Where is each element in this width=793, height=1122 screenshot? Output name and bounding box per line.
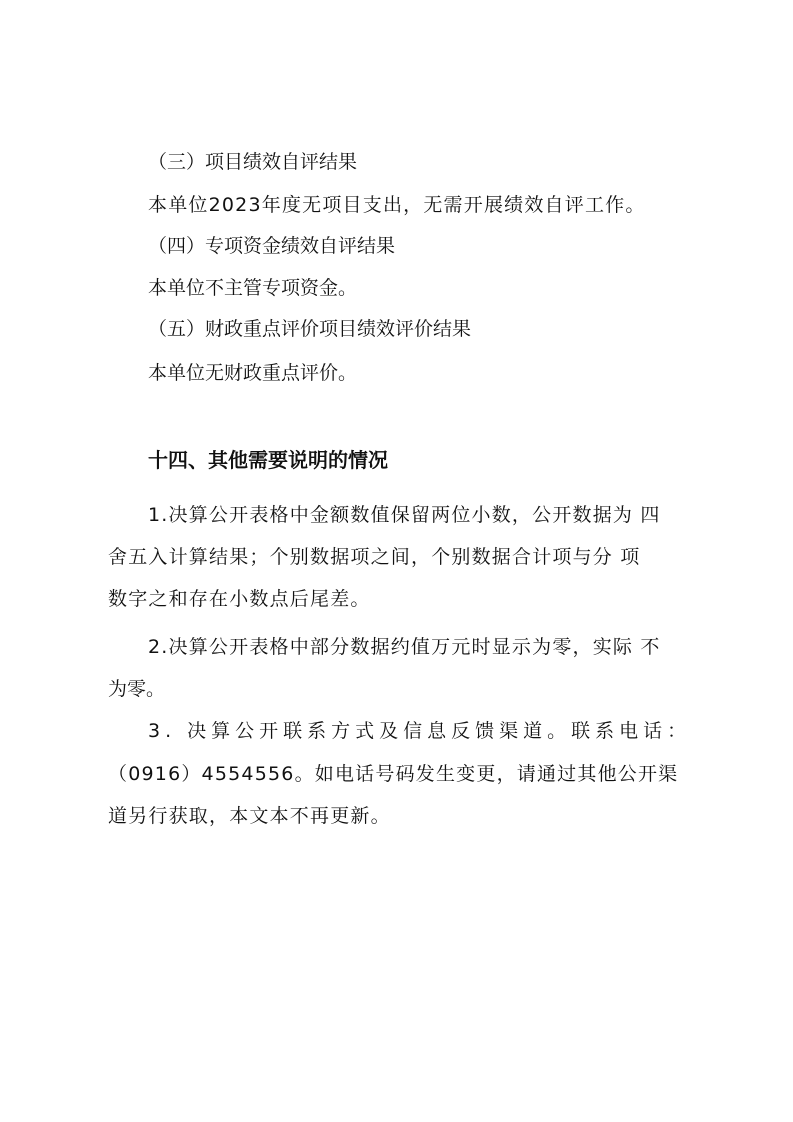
section-3-body: 本单位2023年度无项目支出，无需开展绩效自评工作。 xyxy=(148,194,646,216)
paragraph-1-line-1: 1.决算公开表格中金额数值保留两位小数，公开数据为 四 xyxy=(148,504,661,526)
paragraph-1-line-2: 舍五入计算结果；个别数据项之间，个别数据合计项与分 项 xyxy=(108,546,641,568)
section-5-body: 本单位无财政重点评价。 xyxy=(148,362,358,384)
paragraph-2-line-1: 2.决算公开表格中部分数据约值万元时显示为零，实际 不 xyxy=(148,636,661,658)
section-3-heading: （三）项目绩效自评结果 xyxy=(148,151,358,173)
section-4-body: 本单位不主管专项资金。 xyxy=(148,277,358,299)
paragraph-3-line-1: 3. 决算公开联系方式及信息反馈渠道。联系电话： xyxy=(148,720,692,742)
paragraph-3-line-3: 道另行获取，本文本不再更新。 xyxy=(108,805,391,827)
section-14-heading: 十四、其他需要说明的情况 xyxy=(148,448,388,472)
paragraph-3-line-2: （0916）4554556。如电话号码发生变更，请通过其他公开渠 xyxy=(108,763,679,785)
section-5-heading: （五）财政重点评价项目绩效评价结果 xyxy=(148,318,472,340)
section-4-heading: （四）专项资金绩效自评结果 xyxy=(148,235,396,257)
paragraph-2-line-2: 为零。 xyxy=(108,678,166,700)
paragraph-1-line-3: 数字之和存在小数点后尾差。 xyxy=(108,588,371,610)
